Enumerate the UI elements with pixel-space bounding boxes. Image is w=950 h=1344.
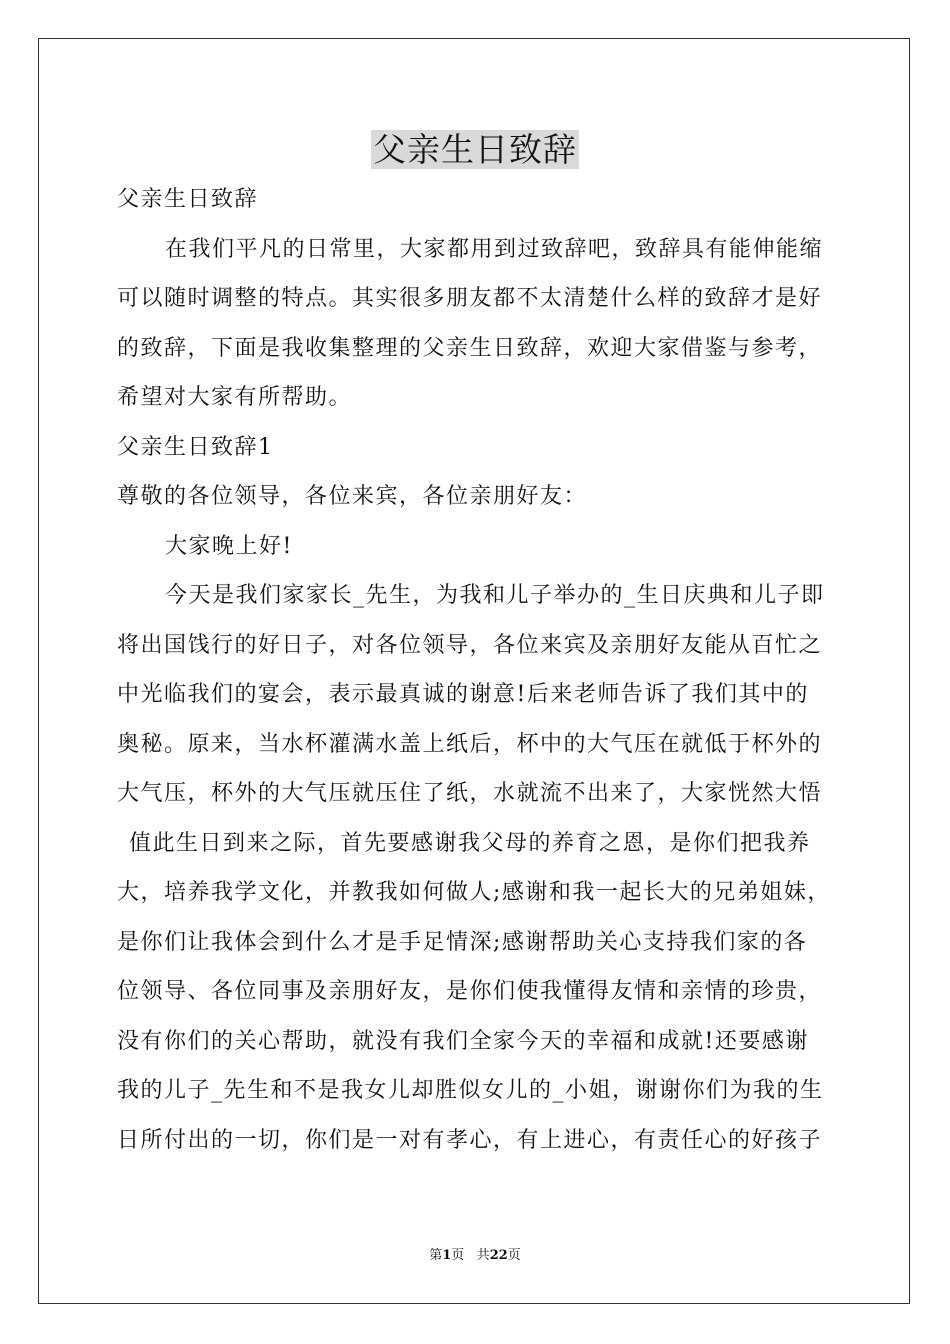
paragraph-line: 日所付出的一切，你们是一对有孝心，有上进心，有责任心的好孩子 [117, 1127, 823, 1153]
section-heading: 父亲生日致辞1 [117, 434, 274, 460]
paragraph-line: 希望对大家有所帮助。 [117, 385, 353, 410]
paragraph-line: 在我们平凡的日常里，大家都用到过致辞吧，致辞具有能伸能缩 [165, 236, 824, 262]
total-suffix: 页 [507, 1248, 521, 1263]
document-body [117, 175, 835, 1165]
document-title [0, 128, 950, 172]
paragraph-line: 是你们让我体会到什么才是手足情深;感谢帮助关心支持我们家的各 [117, 929, 808, 955]
paragraph-line: 奥秘。原来，当水杯灌满水盖上纸后，杯中的大气压在就低于杯外的 [117, 731, 823, 757]
paragraph-line: 我的儿子_先生和不是我女儿却胜似女儿的_小姐，谢谢你们为我的生 [117, 1078, 824, 1103]
paragraph-line: 位领导、各位同事及亲朋好友，是你们使我懂得友情和亲情的珍贵， [117, 979, 823, 1004]
paragraph-line: 今天是我们家家长_先生，为我和儿子举办的_生日庆典和儿子即 [165, 583, 825, 608]
page-suffix: 页 [451, 1248, 465, 1263]
paragraph-line: 大，培养我学文化，并教我如何做人;感谢和我一起长大的兄弟姐妹， [117, 880, 831, 905]
page-prefix: 第 [429, 1248, 443, 1263]
total-pages: 22 [489, 1248, 508, 1263]
document-title-text: 父亲生日致辞 [373, 130, 577, 169]
greeting-line: 大家晚上好! [165, 533, 293, 559]
section-heading: 父亲生日致辞 [117, 187, 259, 212]
paragraph-line: 将出国饯行的好日子，对各位领导，各位来宾及亲朋好友能从百忙之 [117, 632, 823, 658]
paragraph-line: 没有你们的关心帮助，就没有我们全家今天的幸福和成就!还要感谢 [117, 1028, 809, 1054]
page-number: 1 [442, 1248, 452, 1263]
paragraph-line: 大气压，杯外的大气压就压住了纸，水就流不出来了，大家恍然大悟 [117, 781, 823, 806]
total-prefix: 共 [476, 1248, 490, 1263]
paragraph-line: 中光临我们的宴会，表示最真诚的谢意!后来老师告诉了我们其中的 [117, 682, 809, 707]
paragraph-line: 值此生日到来之际，首先要感谢我父母的养育之恩，是你们把我养 [129, 830, 811, 856]
paragraph-line: 可以随时调整的特点。其实很多朋友都不太清楚什么样的致辞才是好 [117, 286, 823, 311]
salutation-line: 尊敬的各位领导，各位来宾，各位亲朋好友： [117, 484, 588, 509]
page-footer [0, 1246, 950, 1266]
paragraph-line: 的致辞，下面是我收集整理的父亲生日致辞，欢迎大家借鉴与参考， [117, 335, 823, 361]
